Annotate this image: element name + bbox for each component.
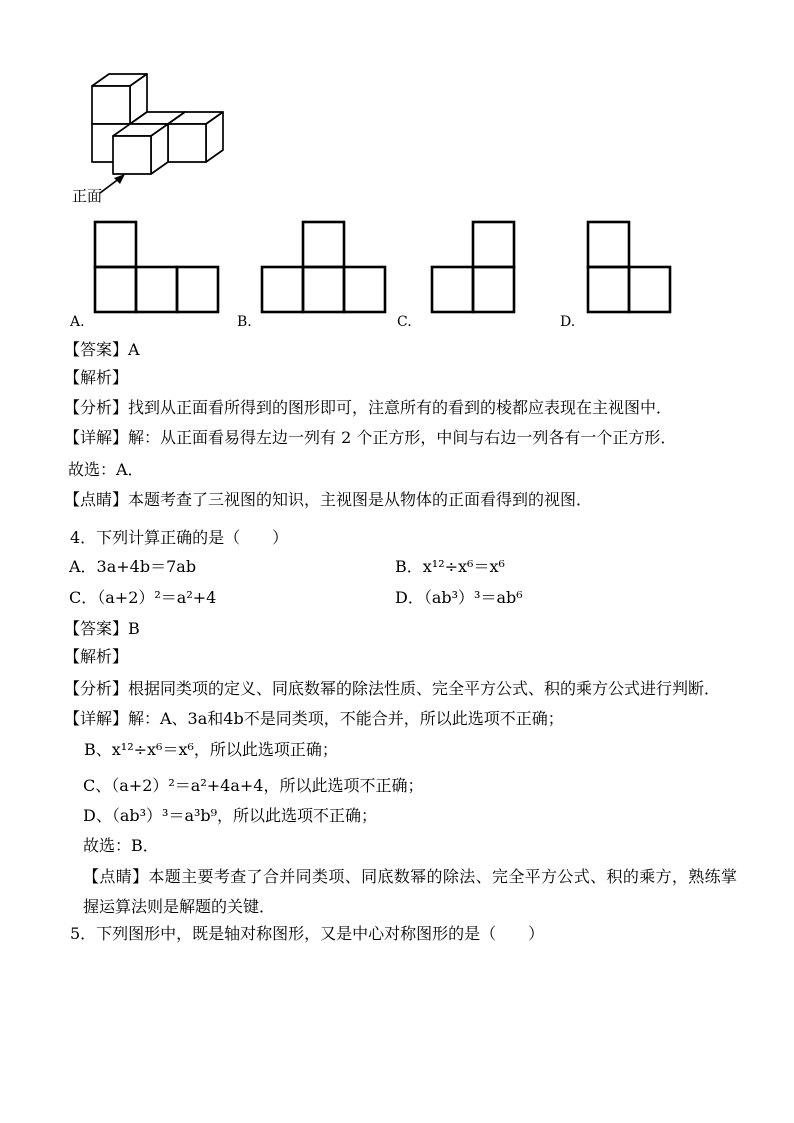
view-option-figure-c: [429, 219, 517, 315]
q3-detail: 【详解】解：从正面看易得左边一列有 2 个正方形，中间与右边一列各有一个正方形．: [64, 428, 677, 447]
q3-answer: 【答案】A: [64, 340, 140, 359]
q4-analysis-header: 【解析】: [64, 647, 129, 666]
option-label-a: A.: [70, 314, 85, 330]
q4-answer: 【答案】B: [64, 619, 140, 638]
q3-analysis: 【分析】找到从正面看所得到的图形即可，注意所有的看到的棱都应表现在主视图中．: [64, 398, 673, 417]
option-label-b: B.: [237, 314, 252, 330]
option-label-d: D.: [560, 314, 576, 330]
q4-detail-c: C、（a+2）²＝a²+4a+4，所以此选项不正确；: [83, 776, 424, 795]
view-option-figure-a: [92, 219, 221, 315]
q4-option-c: C．（a+2）²＝a²+4: [69, 588, 217, 607]
q3-note: 【点睛】本题考查了三视图的知识，主视图是从物体的正面看得到的视图．: [64, 490, 593, 509]
stacked-cubes-3d-icon: [62, 58, 292, 210]
q4-detail-b: B、x¹²÷x⁶＝x⁶，所以此选项正确；: [84, 740, 338, 759]
q3-conclusion: 故选：A．: [68, 460, 144, 479]
q4-stem: 4．下列计算正确的是（ ）: [70, 528, 289, 547]
q4-option-a: A．3a+4b＝7ab: [69, 557, 197, 576]
q4-conclusion: 故选：B．: [83, 836, 159, 855]
q4-detail-a: 【详解】解：A、3a和4b不是同类项，不能合并，所以此选项不正确；: [64, 709, 564, 728]
q4-analysis: 【分析】根据同类项的定义、同底数幂的除法性质、完全平方公式、积的乘方公式进行判断．: [64, 679, 721, 698]
q4-detail-d: D、（ab³）³＝a³b⁹，所以此选项不正确；: [83, 806, 378, 825]
cube-arrangement-figure: [62, 58, 292, 210]
q4-option-b: B．x¹²÷x⁶＝x⁶: [395, 557, 505, 576]
q4-option-d: D．（ab³）³＝ab⁶: [395, 588, 523, 607]
q5-stem: 5．下列图形中，既是轴对称图形，又是中心对称图形的是（ ）: [70, 924, 545, 943]
view-option-figure-b: [259, 219, 388, 315]
q4-note: 【点睛】本题主要考查了合并同类项、同底数幂的除法、完全平方公式、积的乘方，熟练掌握运算法则是解题的关键．: [83, 867, 737, 916]
view-option-figure-d: [585, 219, 673, 315]
front-face-arrow-icon: [100, 174, 125, 193]
q3-analysis-header: 【解析】: [64, 368, 129, 387]
front-face-label: 正面: [72, 187, 103, 205]
option-label-c: C.: [397, 314, 412, 330]
